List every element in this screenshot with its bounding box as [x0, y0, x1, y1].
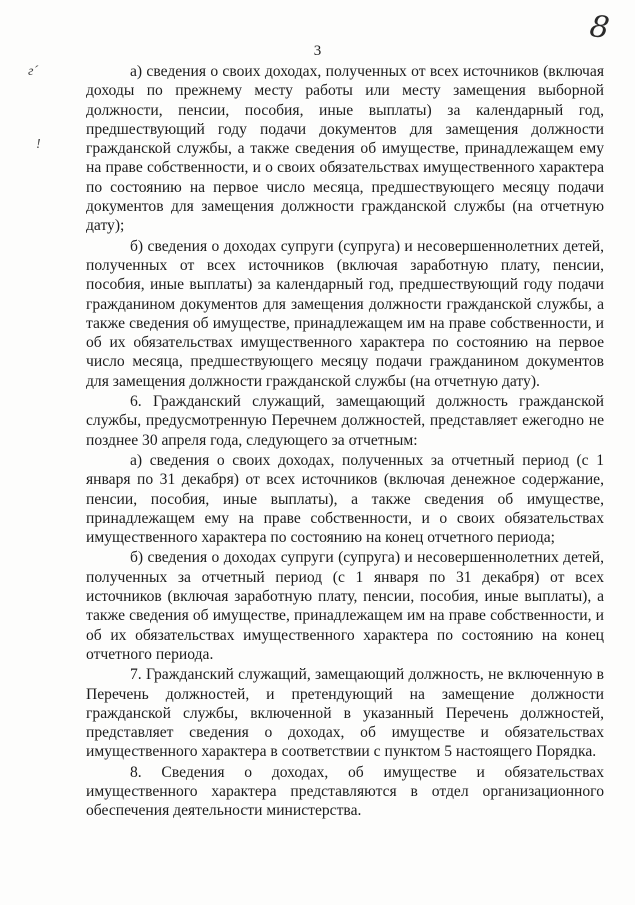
margin-mark: г´ [28, 64, 39, 79]
paragraph-7: 7. Гражданский служащий, замещающий должность, не включенную в Перечень должностей, и претендующий на замещение должности гражданской службы, включенной в указанный Перечень должностей, представляет сведения о доходах, об имуществе и обязательствах имущественного характера в соответствии с пунктом 5 настоящего Порядка. [86, 666, 604, 761]
document-body [86, 62, 604, 821]
paragraph-8: 8. Сведения о доходах, об имуществе и обязательствах имущественного характера представляются в отдел организационного обеспечения деятельности министерства. [86, 763, 604, 820]
paragraph-6: 6. Гражданский служащий, замещающий должность гражданской службы, предусмотренную Перечнем должностей, представляет ежегодно не позднее 30 апреля года, следующего за отчетным: [86, 393, 604, 449]
handwritten-page-number: 8 [587, 8, 612, 47]
paragraph-5b: б) сведения о доходах супруги (супруга) и несовершеннолетних детей, полученных от всех источников (включая заработную плату, пенсии, пособия, иные выплаты) за календарный год, предшествующий году подачи гражданином документов для замещения должности гражданской службы, а также сведения об имуществе, принадлежащем им на праве собственности, и об их обязательствах имущественного характера по состоянию на первое число месяца, предшествующего месяцу подачи гражданином документов для замещения должности гражданской службы (на отчетную дату). [86, 237, 604, 390]
margin-mark: ! [36, 137, 41, 152]
paragraph-5a: а) сведения о своих доходах, полученных от всех источников (включая доходы по прежнему месту работы или месту замещения выборной должности, пенсии, пособия, иные выплаты) за календарный год, предшествующий году подачи документов для замещения должности гражданской службы, а также сведения об имуществе, принадлежащем ему на праве собственности, и о своих обязательствах имущественного характера по состоянию на первое число месяца, предшествующего месяцу подачи документов для замещения должности гражданской службы (на отчетную дату); [86, 63, 604, 235]
page-number: 3 [313, 43, 322, 59]
paragraph-6a: а) сведения о своих доходах, полученных за отчетный период (с 1 января по 31 декабря) от всех источников (включая денежное содержание, пенсии, пособия, иные выплаты), а также сведения об имуществе, принадлежащем ему на праве собственности, и о своих обязательствах имущественного характера по состоянию на конец отчетного периода; [86, 451, 604, 547]
paragraph-6b: б) сведения о доходах супруги (супруга) и несовершеннолетних детей, полученных за отчетный период (с 1 января по 31 декабря) от всех источников (включая заработную плату, пенсии, пособия, иные выплаты), а также сведения об имуществе, принадлежащем им на праве собственности, и об их обязательствах имущественного характера по состоянию на конец отчетного периода. [86, 549, 604, 663]
